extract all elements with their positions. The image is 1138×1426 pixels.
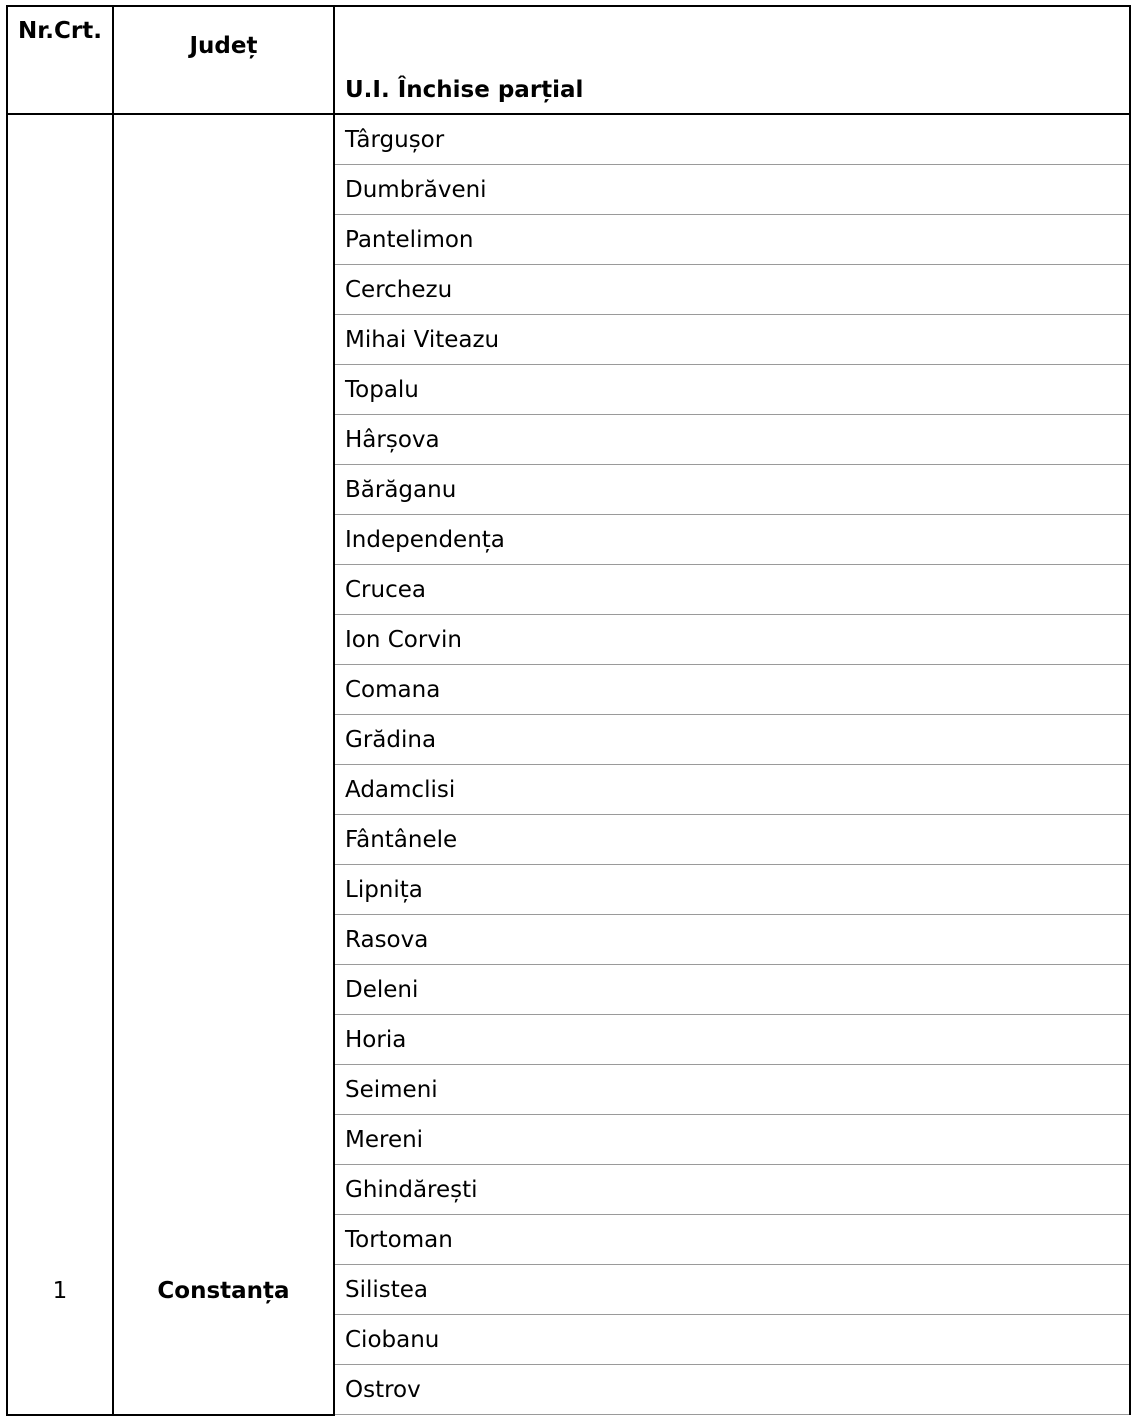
header-judet: Județ [113,6,334,114]
document-page [6,5,1131,1426]
unit-name-cell: Pantelimon [334,215,1130,265]
unit-name-cell: Târgușor [334,114,1130,165]
closed-units-table [6,5,1131,1416]
table-row [7,114,1130,165]
header-nr-crt: Nr.Crt. [7,6,113,114]
unit-name-cell: Adamclisi [334,765,1130,815]
unit-name-cell: Fântânele [334,815,1130,865]
unit-name-cell: Topalu [334,365,1130,415]
unit-name-cell: Ostrov [334,1365,1130,1415]
table-body [7,114,1130,1415]
unit-name-cell: Silistea [334,1265,1130,1315]
unit-name-cell: Ghindărești [334,1165,1130,1215]
row-number-cell: 1 [7,114,113,1415]
unit-name-cell: Cerchezu [334,265,1130,315]
unit-name-cell: Bărăganu [334,465,1130,515]
unit-name-cell: Hârșova [334,415,1130,465]
county-cell: Constanța [113,114,334,1415]
unit-name-cell: Horia [334,1015,1130,1065]
unit-name-cell: Lipnița [334,865,1130,915]
unit-name-cell: Grădina [334,715,1130,765]
table-header-row [7,6,1130,114]
header-ui-inchise-partial: U.I. Închise parțial [334,6,1130,114]
unit-name-cell: Deleni [334,965,1130,1015]
unit-name-cell: Independența [334,515,1130,565]
unit-name-cell: Mereni [334,1115,1130,1165]
unit-name-cell: Tortoman [334,1215,1130,1265]
unit-name-cell: Ciobanu [334,1315,1130,1365]
unit-name-cell: Crucea [334,565,1130,615]
unit-name-cell: Mihai Viteazu [334,315,1130,365]
unit-name-cell: Rasova [334,915,1130,965]
unit-name-cell: Dumbrăveni [334,165,1130,215]
unit-name-cell: Seimeni [334,1065,1130,1115]
unit-name-cell: Ion Corvin [334,615,1130,665]
unit-name-cell: Comana [334,665,1130,715]
